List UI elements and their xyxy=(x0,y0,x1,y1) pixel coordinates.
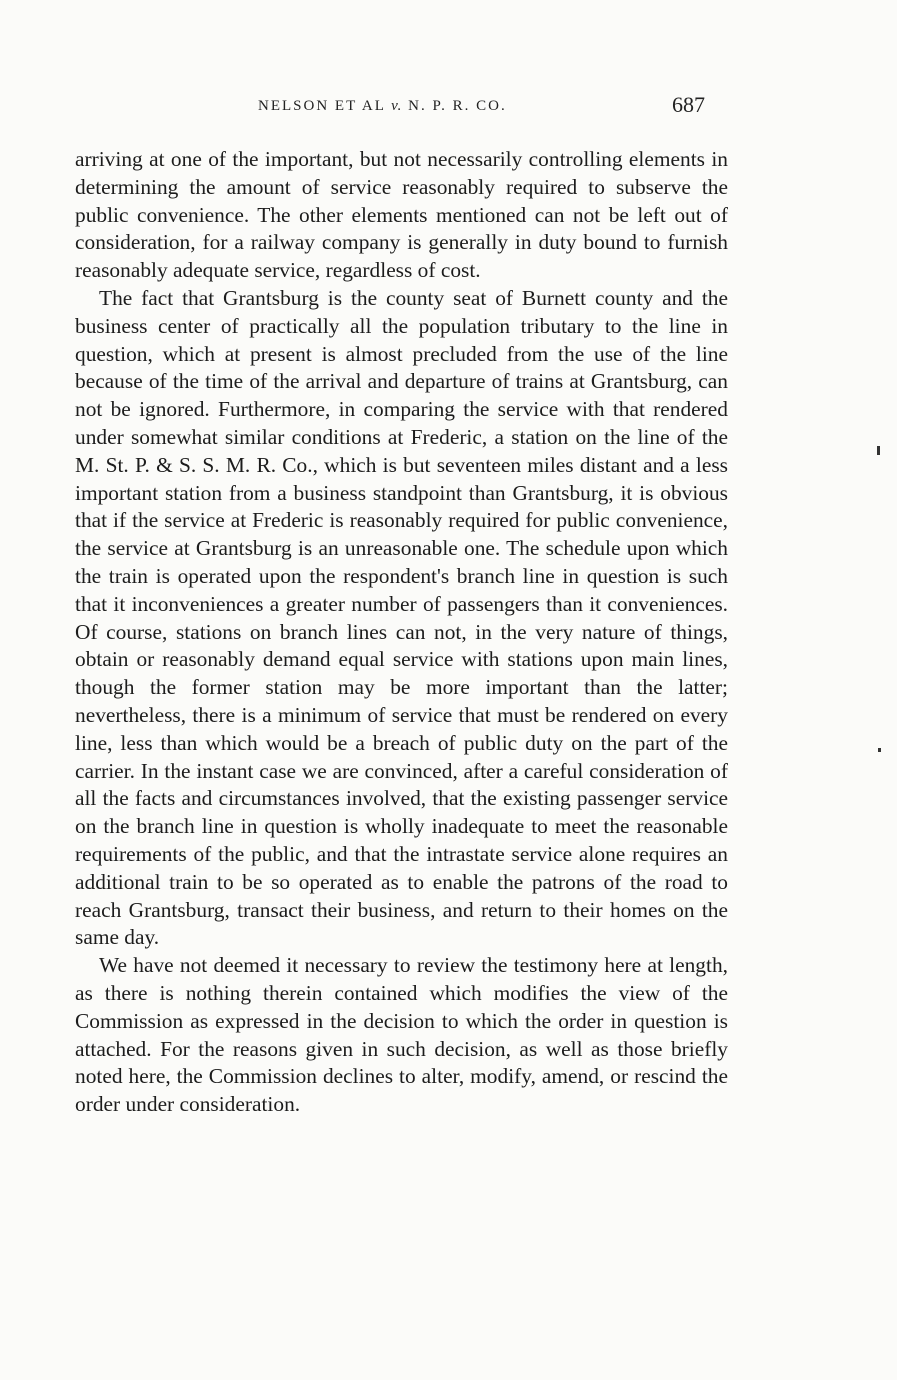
paragraph-1: arriving at one of the important, but not necessarily controlling elements in determining the amount of service reasonably required to subserve the public convenience. The other elements mentioned can not be left out of consideration, for a railway company is generally in duty bound to furnish reasonably adequate service, regardless of cost. xyxy=(75,147,728,283)
page-header xyxy=(0,92,897,122)
scan-edge-mark xyxy=(878,748,881,752)
paragraph-2: The fact that Grantsburg is the county seat of Burnett county and the business center of practically all the population tributary to the line in question, which at present is almost precluded from the use of the line because of the time of the arrival and departure of trains at Grantsburg, can not be ignored. Furthermore, in comparing the service with that rendered under somewhat similar conditions at Frederic, a station on the line of the M. St. P. & S. S. M. R. Co., which is but seventeen miles distant and a less important station from a business standpoint than Grantsburg, it is obvious that if the service at Frederic is reasonably required for public convenience, the service at Grantsburg is an unreasonable one. The schedule upon which the train is operated upon the respondent's branch line in question is such that it inconveniences a greater number of passengers than it conveniences. Of course, stations on branch lines can not, in the very nature of things, obtain or reasonably demand equal service with stations upon main lines, though the former station may be more important than the latter; nevertheless, there is a minimum of service that must be rendered on every line, less than which would be a breach of public duty on the part of the carrier. In the instant case we are convinced, after a careful consideration of all the facts and circumstances involved, that the existing passenger service on the branch line in question is wholly inadequate to meet the reasonable requirements of the public, and that the intrastate service alone requires an additional train to be so operated as to enable the patrons of the road to reach Grantsburg, transact their business, and return to their homes on the same day. xyxy=(75,285,728,950)
running-title: NELSON ET AL v. N. P. R. CO. xyxy=(258,98,507,114)
body-text xyxy=(75,146,728,1119)
scan-edge-mark xyxy=(877,446,880,455)
paragraph-3: We have not deemed it necessary to review the testimony here at length, as there is nothing therein contained which modifies the view of the Commission as expressed in the decision to which the order in question is attached. For the reasons given in such decision, as well as those briefly noted here, the Commission declines to alter, modify, amend, or rescind the order under consideration. xyxy=(75,953,728,1117)
page-number: 687 xyxy=(672,92,705,117)
